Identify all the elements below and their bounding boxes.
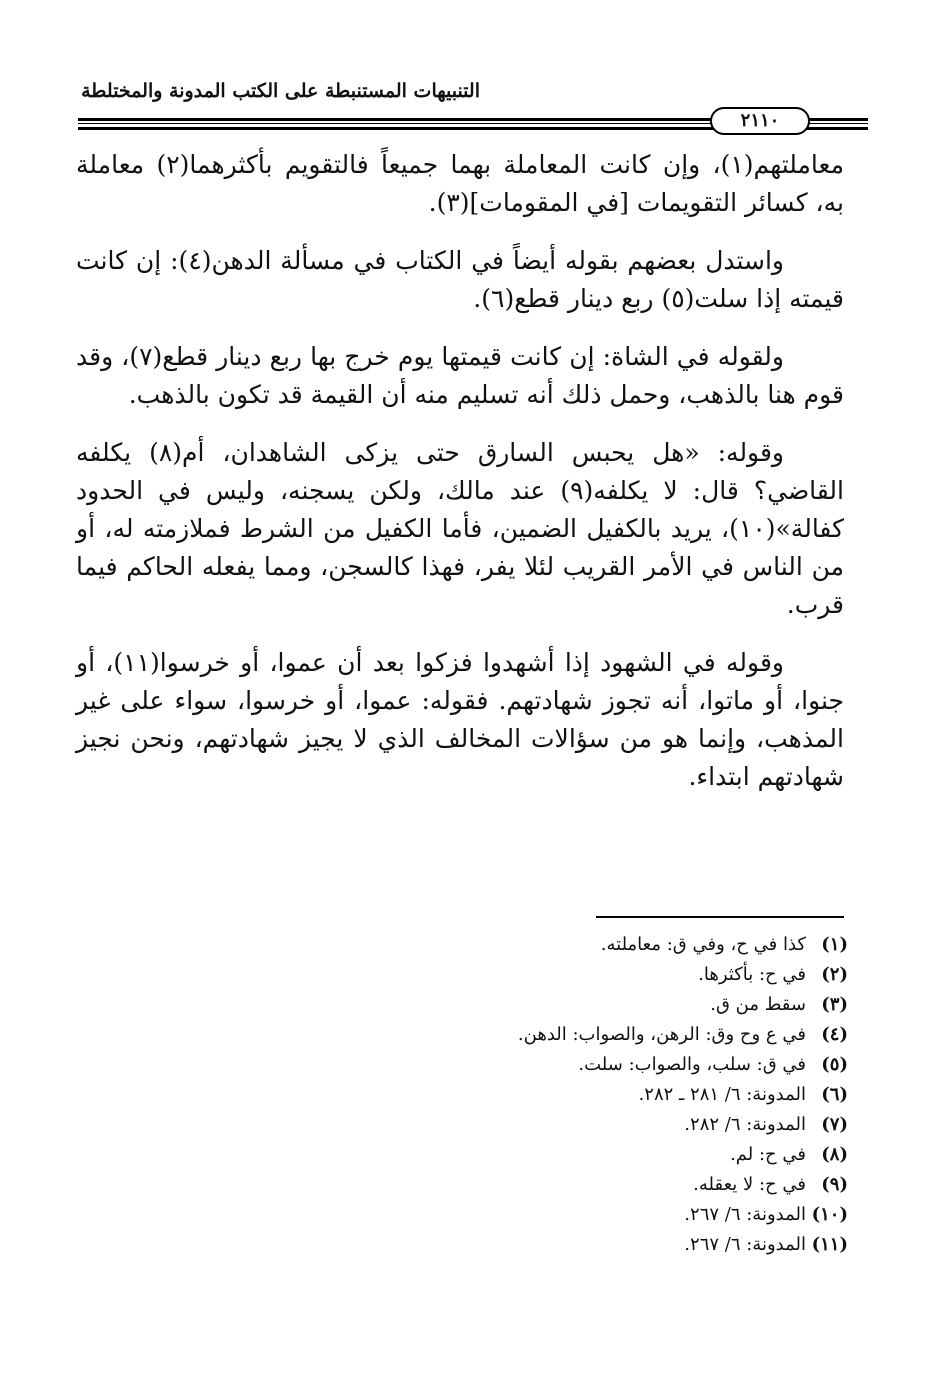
paragraph: وقوله: «هل يحبس السارق حتى يزكى الشاهدان، أم(٨) يكلفه القاضي؟ قال: لا يكلفه(٩) عند مالك، ولكن يسجنه، وليس في الحدود كفالة»(١٠)، يريد بالكفيل الضمين، فأما الكفيل من الشرط فملازمته له، أو من الناس في الأمر القريب لئلا يفر، فهذا كالسجن، ومما يفعله الحاكم فيما قرب. (76, 438, 844, 619)
footnote-text: في ح: لم. (730, 1144, 806, 1165)
main-text (76, 146, 844, 816)
footnote-number: (١) (821, 934, 848, 955)
footnote-number: (٧) (821, 1114, 848, 1135)
footnotes-list (300, 930, 848, 1260)
footnote-item (300, 1080, 848, 1110)
footnote-item (300, 1200, 848, 1230)
footnote-separator (596, 916, 844, 918)
footnote-text: المدونة: ٦/ ٢٨١ ـ ٢٨٢. (638, 1084, 806, 1105)
paragraph: وقوله في الشهود إذا أشهدوا فزكوا بعد أن عموا، أو خرسوا(١١)، أو جنوا، أو ماتوا، أنه تجوز شهادتهم. فقوله: عموا، أو خرسوا، سواء على غير المذهب، وإنما هو من سؤالات المخالف الذي لا يجيز شهادتهم، ونحن نجيز شهادتهم ابتداء. (76, 648, 844, 791)
footnote-text: المدونة: ٦/ ٢٦٧. (684, 1204, 806, 1225)
footnote-item (300, 930, 848, 960)
footnote-number: (٦) (821, 1084, 848, 1105)
footnote-item (300, 1170, 848, 1200)
paragraph: معاملتهم(١)، وإن كانت المعاملة بهما جميعاً فالتقويم بأكثرهما(٢) معاملة به، كسائر التقويمات [في المقومات](٣). (76, 150, 844, 217)
footnote-number: (٩) (821, 1174, 848, 1195)
paragraph: واستدل بعضهم بقوله أيضاً في الكتاب في مسألة الدهن(٤): إن كانت قيمته إذا سلت(٥) ربع دينار قطع(٦). (76, 246, 844, 313)
footnote-item (300, 1230, 848, 1260)
running-header-title: التنبيهات المستنبطة على الكتب المدونة والمختلطة (81, 80, 480, 102)
footnote-number: (٥) (821, 1054, 848, 1075)
footnote-text: كذا في ح، وفي ق: معاملته. (600, 934, 806, 955)
footnote-item (300, 1110, 848, 1140)
footnote-number: (١١) (811, 1234, 848, 1255)
paragraph: ولقوله في الشاة: إن كانت قيمتها يوم خرج بها ربع دينار قطع(٧)، وقد قوم هنا بالذهب، وحمل ذلك أنه تسليم منه أن القيمة قد تكون بالذهب. (76, 342, 844, 409)
footnote-number: (٤) (821, 1024, 848, 1045)
footnote-text: سقط من ق. (710, 994, 806, 1015)
footnote-number: (٢) (821, 964, 848, 985)
footnote-item (300, 1020, 848, 1050)
footnote-text: في ح: لا يعقله. (693, 1174, 806, 1195)
footnote-item (300, 1050, 848, 1080)
footnote-item (300, 960, 848, 990)
footnote-text: في ق: سلب، والصواب: سلت. (578, 1054, 806, 1075)
footnote-number: (٨) (821, 1144, 848, 1165)
footnote-number: (١٠) (811, 1204, 848, 1225)
page-number-badge: ٢١١٠ (710, 107, 810, 135)
footnote-item (300, 990, 848, 1020)
footnote-text: المدونة: ٦/ ٢٨٢. (684, 1114, 806, 1135)
footnote-text: المدونة: ٦/ ٢٦٧. (684, 1234, 806, 1255)
footnote-number: (٣) (821, 994, 848, 1015)
footnote-text: في ع وح وق: الرهن، والصواب: الدهن. (517, 1024, 806, 1045)
footnote-text: في ح: بأكثرها. (698, 964, 806, 985)
footnote-item (300, 1140, 848, 1170)
